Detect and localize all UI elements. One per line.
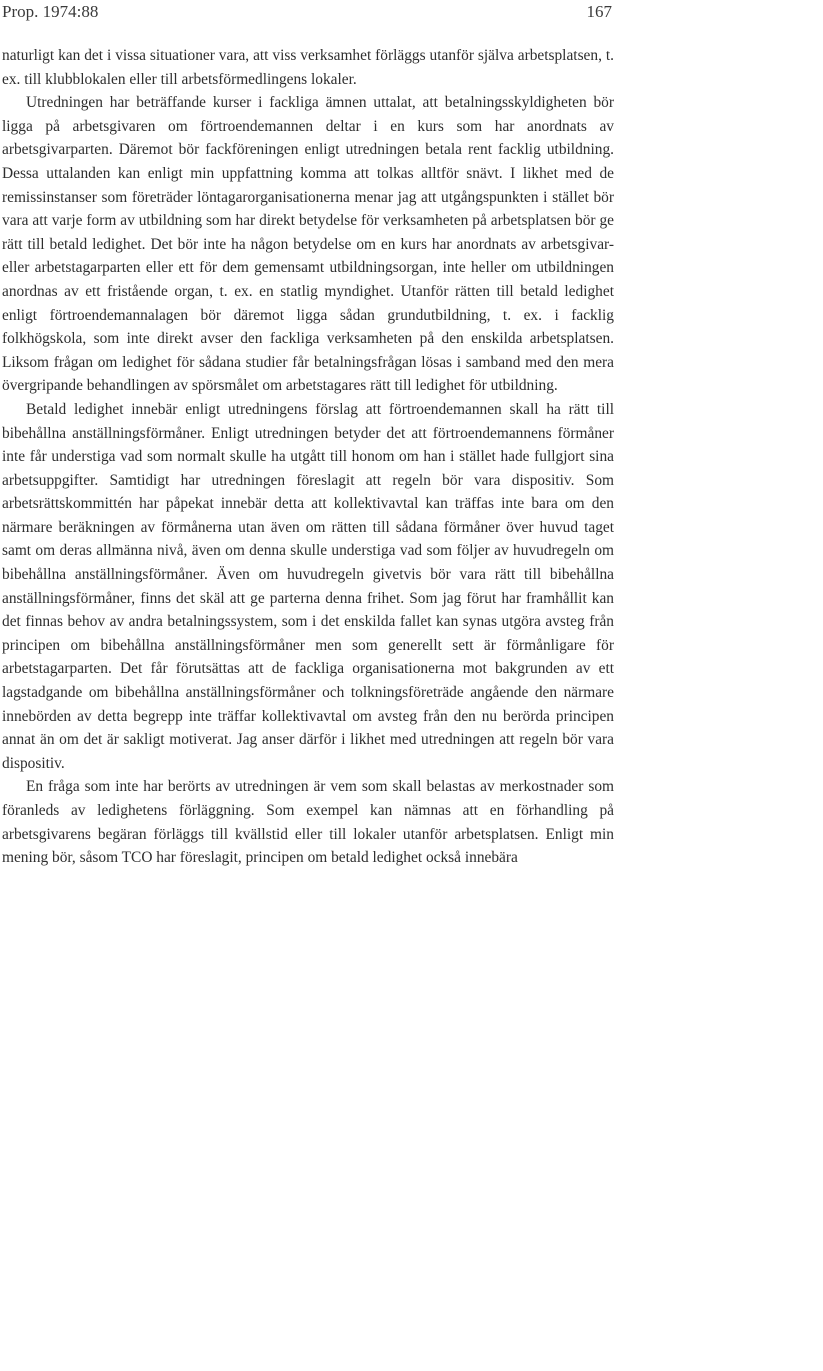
body-text [2,44,614,870]
paragraph-1: naturligt kan det i vissa situationer vara, att viss verksamhet förläggs utanför själva arbetsplatsen, t. ex. till klubblokalen eller till arbetsförmedlingens lokaler. [2,47,614,88]
page-header [2,0,612,26]
page-number: 167 [586,2,612,21]
document-reference: Prop. 1974:88 [2,2,99,21]
paragraph-4: En fråga som inte har berörts av utredningen är vem som skall belastas av merkostnader som föranleds av ledighetens förläggning. Som exempel kan nämnas att en förhandling på arbetsgivarens begäran förläggs till kvällstid eller till lokaler utanför arbetsplatsen. Enligt min mening bör, såsom TCO har föreslagit, principen om betald ledighet också innebära [2,778,614,867]
paragraph-2: Utredningen har beträffande kurser i fackliga ämnen uttalat, att betalningsskyldigheten bör ligga på arbetsgivaren om förtroendemannen deltar i en kurs som har anordnats av arbetsgivarparten. Däremot bör fackföreningen enligt utredningen betala rent facklig utbildning. Dessa uttalanden kan enligt min uppfattning komma att tolkas alltför snävt. I likhet med de remissinstanser som företräder löntagarorganisationerna menar jag att utgångspunkten i stället bör vara att varje form av utbildning som har direkt betydelse för verksamheten på arbetsplatsen bör ge rätt till betald ledighet. Det bör inte ha någon betydelse om en kurs har anordnats av arbetsgivar- eller arbetstagarparten eller ett för dem gemensamt utbildningsorgan, inte heller om utbildningen anordnas av ett fristående organ, t. ex. en statlig myndighet. Utanför rätten till betald ledighet enligt förtroendemannalagen bör däremot ligga sådan grundutbildning, t. ex. i facklig folkhögskola, som inte direkt avser den fackliga verksamheten på den enskilda arbetsplatsen. Liksom frågan om ledighet för sådana studier får betalningsfrågan lösas i samband med den mera övergripande behandlingen av spörsmålet om arbetstagares rätt till ledighet för utbildning. [2,94,614,395]
paragraph-3: Betald ledighet innebär enligt utredningens förslag att förtroendemannen skall ha rätt till bibehållna anställningsförmåner. Enligt utredningen betyder det att förtroendemannens förmåner inte får understiga vad som normalt skulle ha utgått till honom om han i stället hade fullgjort sina arbetsuppgifter. Samtidigt har utredningen föreslagit att regeln bör vara dispositiv. Som arbetsrättskommittén har påpekat innebär detta att kollektivavtal kan träffas inte bara om den närmare beräkningen av förmånerna utan även om rätten till sådana förmåner över huvud taget samt om deras allmänna nivå, även om denna skulle understiga vad som följer av huvudregeln om bibehållna anställningsförmåner. Även om huvudregeln givetvis bör vara rätt till bibehållna anställningsförmåner, finns det skäl att ge parterna denna frihet. Som jag förut har framhållit kan det finnas behov av andra betalningssystem, som i det enskilda fallet kan synas utgöra avsteg från principen om bibehållna anställningsförmåner men som generellt sett är förmånligare för arbetstagarparten. Det får förutsättas att de fackliga organisationerna mot bakgrunden av ett lagstadgande om bibehållna anställningsförmåner och tolkningsföreträde angående den närmare innebörden av detta begrepp inte träffar kollektivavtal om avsteg från den nu berörda principen annat än om det är sakligt motiverat. Jag anser därför i likhet med utredningen att regeln bör vara dispositiv. [2,400,614,772]
